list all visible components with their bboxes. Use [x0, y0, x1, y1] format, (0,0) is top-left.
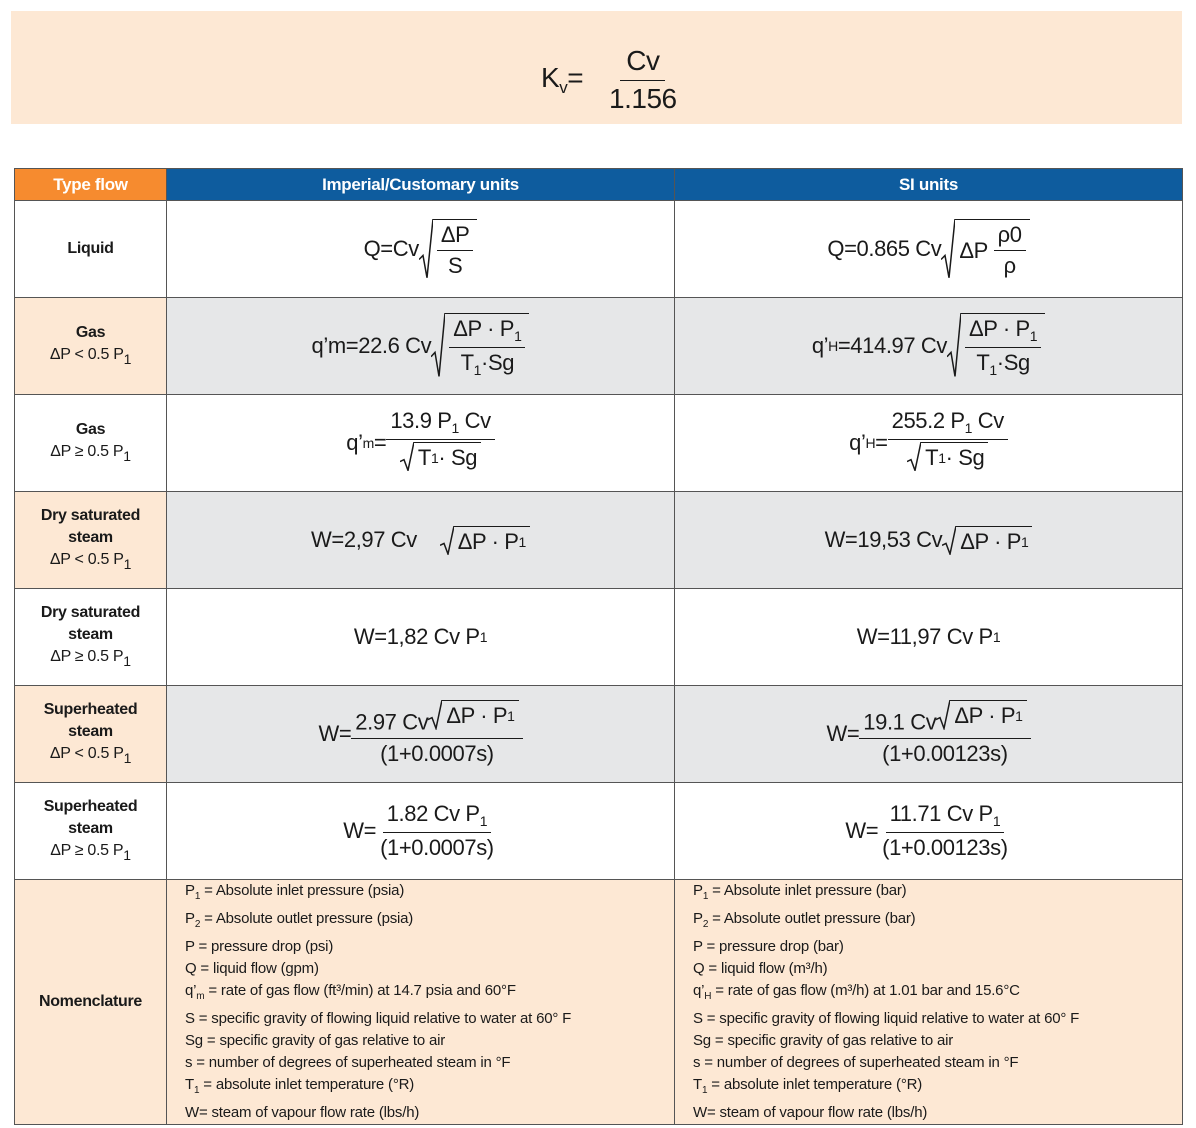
kv-banner	[11, 11, 1182, 124]
imperial-formula: q’ m = 13.9 $P_1$ Cv T 1 · Sg	[167, 395, 675, 492]
sqrt-symbol: T 1 · Sg	[907, 442, 988, 471]
si-formula: q’ H = 255.2 $P_1$ Cv T 1 · Sg	[675, 395, 1183, 492]
si-formula: W= 19.1 Cv ΔP · P 1 (1+0.00123s)	[675, 686, 1183, 783]
type-cell: Gas ΔP < 0.5 $P_1$	[15, 298, 167, 395]
nomenclature-item: $P_2$ = Absolute outlet pressure (bar)	[693, 910, 916, 930]
nomenclature-item: $q’_m$ = rate of gas flow (ft³/min) at 14.7 psia and 60°F	[185, 982, 516, 1002]
sqrt-symbol: ΔP · P 1	[428, 700, 518, 729]
type-cell: Dry saturated steam ΔP ≥ 0.5 $P_1$	[15, 589, 167, 686]
sqrt-symbol: $\frac{\Delta P}{S}$	[419, 219, 478, 280]
imperial-formula: W=1,82 Cv P 1	[167, 589, 675, 686]
sqrt-symbol: ΔP · P 1	[942, 526, 1032, 555]
kv-fraction	[603, 45, 683, 114]
nomenclature-item: S = specific gravity of flowing liquid relative to water at 60° F	[693, 1010, 1080, 1027]
table-row-dry-steam-high	[15, 589, 1183, 686]
table-row-gas-low	[15, 298, 1183, 395]
imperial-formula: Q=Cv $\frac{\Delta P}{S}$	[167, 201, 675, 298]
nomenclature-item: S = specific gravity of flowing liquid relative to water at 60° F	[185, 1010, 572, 1027]
nomenclature-imperial	[167, 880, 675, 1125]
table-row-gas-high	[15, 395, 1183, 492]
table-row-superheated-high	[15, 783, 1183, 880]
imperial-formula: W= 2.97 Cv ΔP · P 1 (1+0.0007s)	[167, 686, 675, 783]
nomenclature-item: W= steam of vapour flow rate (lbs/h)	[185, 1104, 420, 1121]
table-row-dry-steam-low	[15, 492, 1183, 589]
si-formula: q’ H =414.97 Cv $\frac{\Delta P \cdot P_1}{T_1\cdot Sg}$	[675, 298, 1183, 395]
nomenclature-item: P = pressure drop (bar)	[693, 938, 844, 955]
kv-formula	[541, 45, 683, 115]
nomenclature-item: Sg = specific gravity of gas relative to air	[693, 1032, 954, 1049]
nomenclature-item: s = number of degrees of superheated steam in °F	[693, 1054, 1019, 1071]
table-header-row	[15, 169, 1183, 201]
nomenclature-item: $T_1$ = absolute inlet temperature (°R)	[693, 1076, 923, 1096]
header-si: SI units	[675, 169, 1183, 201]
si-formula: W= $\frac{11.71 Cv P_1}{(1+0.00123s)}$	[675, 783, 1183, 880]
header-imperial: Imperial/Customary units	[167, 169, 675, 201]
nomenclature-item: P = pressure drop (psi)	[185, 938, 334, 955]
type-cell: Liquid	[15, 201, 167, 298]
kv-label: $K_v=$	[541, 62, 584, 97]
table-row-liquid	[15, 201, 1183, 298]
type-cell: Superheated steam ΔP ≥ 0.5 $P_1$	[15, 783, 167, 880]
nomenclature-item: $P_1$ = Absolute inlet pressure (bar)	[693, 882, 907, 902]
nomenclature-label: Nomenclature	[15, 880, 167, 1125]
si-formula: W=19,53 Cv ΔP · P 1	[675, 492, 1183, 589]
nomenclature-item: $q’_H$ = rate of gas flow (m³/h) at 1.01 bar and 15.6°C	[693, 982, 1020, 1002]
type-cell: Dry saturated steam ΔP < 0.5 $P_1$	[15, 492, 167, 589]
nomenclature-item: s = number of degrees of superheated steam in °F	[185, 1054, 511, 1071]
sqrt-symbol: ΔP $\frac{\rho 0}{\rho}$	[941, 219, 1029, 280]
table-row-nomenclature	[15, 880, 1183, 1125]
sqrt-symbol: ΔP · P 1	[936, 700, 1026, 729]
type-cell: Superheated steam ΔP < 0.5 $P_1$	[15, 686, 167, 783]
kv-denominator: 1.156	[609, 82, 677, 114]
kv-numerator: Cv	[620, 45, 665, 80]
sqrt-symbol: $\frac{\Delta P \cdot P_1}{T_1\cdot Sg}$	[431, 313, 529, 379]
nomenclature-item: $P_2$ = Absolute outlet pressure (psia)	[185, 910, 414, 930]
si-formula: W=11,97 Cv P 1	[675, 589, 1183, 686]
sqrt-symbol: T 1 · Sg	[400, 442, 481, 471]
type-cell: Gas ΔP ≥ 0.5 $P_1$	[15, 395, 167, 492]
imperial-formula: q’m=22.6 Cv $\frac{\Delta P \cdot P_1}{T_1\cdot Sg}$	[167, 298, 675, 395]
nomenclature-item: Q = liquid flow (gpm)	[185, 960, 319, 977]
nomenclature-item: W= steam of vapour flow rate (lbs/h)	[693, 1104, 928, 1121]
imperial-formula: W= $\frac{1.82 Cv P_1}{(1+0.0007s)}$	[167, 783, 675, 880]
nomenclature-item: Q = liquid flow (m³/h)	[693, 960, 828, 977]
table-row-superheated-low	[15, 686, 1183, 783]
header-type-flow: Type flow	[15, 169, 167, 201]
nomenclature-si	[675, 880, 1183, 1125]
nomenclature-item: Sg = specific gravity of gas relative to air	[185, 1032, 446, 1049]
sqrt-symbol: ΔP · P 1	[440, 526, 530, 555]
imperial-formula: W=2,97 Cv ΔP · P 1	[167, 492, 675, 589]
nomenclature-item: $P_1$ = Absolute inlet pressure (psia)	[185, 882, 405, 902]
flow-formula-table	[14, 168, 1183, 1125]
si-formula: Q=0.865 Cv ΔP $\frac{\rho 0}{\rho}$	[675, 201, 1183, 298]
sqrt-symbol: $\frac{\Delta P \cdot P_1}{T_1\cdot Sg}$	[947, 313, 1045, 379]
nomenclature-item: $T_1$ = absolute inlet temperature (°R)	[185, 1076, 415, 1096]
